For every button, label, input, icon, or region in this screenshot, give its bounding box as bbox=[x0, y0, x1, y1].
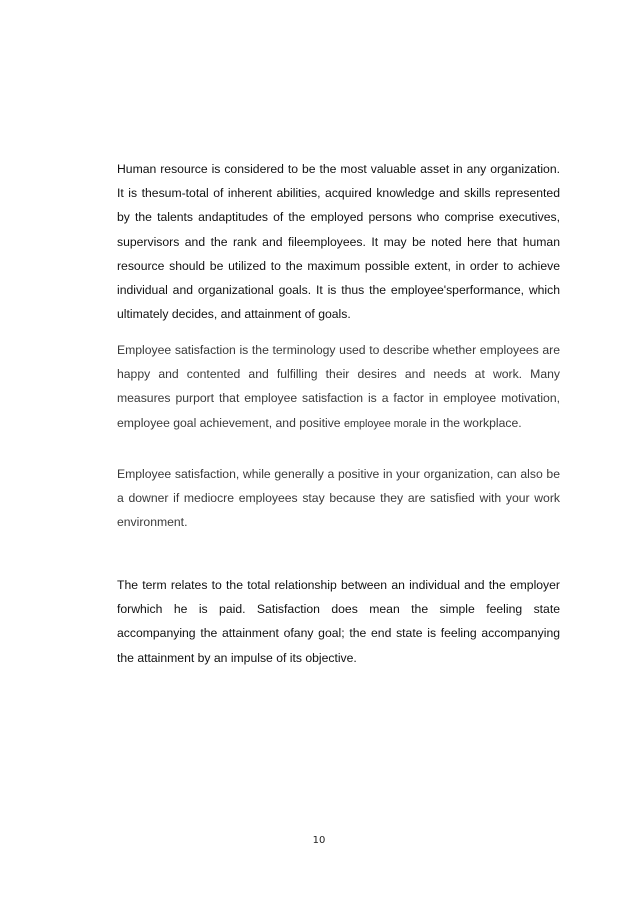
page-number: 10 bbox=[312, 835, 326, 846]
employee-morale-link[interactable]: employee morale bbox=[343, 417, 427, 430]
paragraph-text: in the workplace. bbox=[426, 415, 522, 430]
paragraph-human-resource: Human resource is considered to be the most valuable asset in any organization. It is thesum-total of inherent abilities, acquired knowledge and skills represented by the talents andaptitudes of the employed persons who comprise executives, supervisors and the rank and fileemployees. It may be noted here that human resource should be utilized to the maximum possible extent, in order to achieve individual and organizational goals. It is thus the employee'sperformance, which ultimately decides, and attainment of goals. bbox=[117, 162, 560, 322]
paragraph-term-relation: The term relates to the total relationship between an individual and the employer forwhich he is paid. Satisfaction does mean the simple feeling state accompanying the attainment ofany goal; the end state is feeling accompanying the attainment by an impulse of its objective. bbox=[117, 578, 560, 665]
paragraph-text: Employee satisfaction is the terminology used to describe whether employees are happy and contented and fulfilling their desires and needs at work. Many measures purport that employee satisfaction is a factor in employee motivation, employee goal achievement, and positive bbox=[117, 343, 560, 430]
paragraph-employee-satisfaction bbox=[117, 338, 560, 436]
paragraph-satisfaction-downer: Employee satisfaction, while generally a positive in your organization, can also be a downer if mediocre employees stay because they are satisfied with your work environment. bbox=[117, 467, 560, 530]
